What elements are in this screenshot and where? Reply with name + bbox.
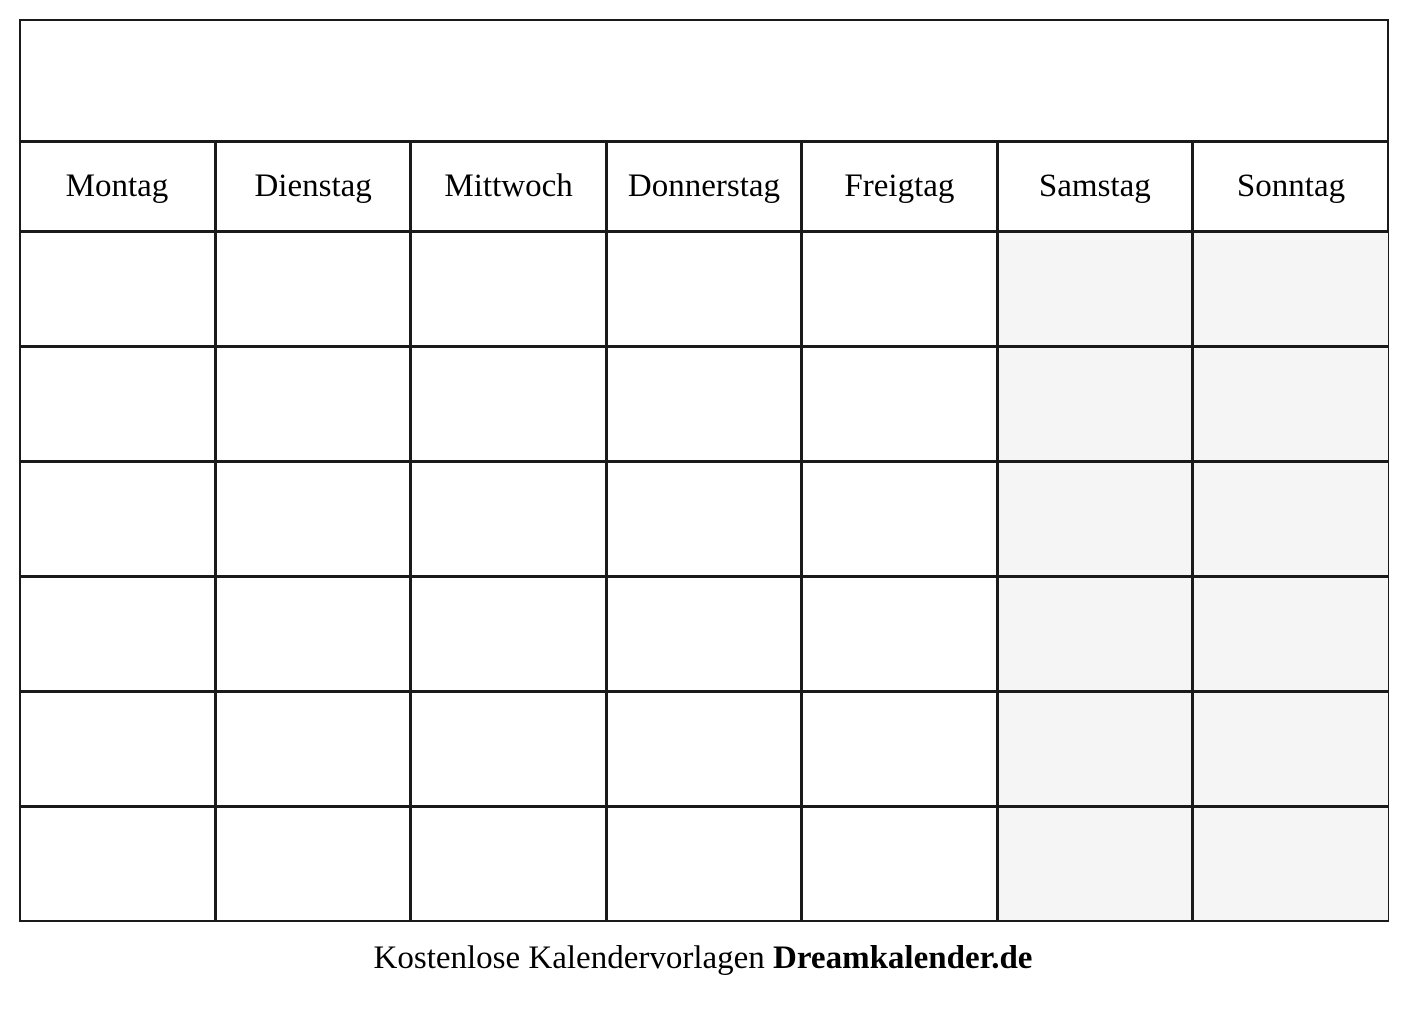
weekend-day-cell[interactable] [1193, 232, 1388, 347]
day-cell[interactable] [802, 347, 997, 462]
weekday-header-tuesday: Dienstag [215, 143, 410, 232]
week-row [20, 577, 1388, 692]
day-cell[interactable] [606, 232, 801, 347]
day-cell[interactable] [215, 232, 410, 347]
day-cell[interactable] [20, 692, 215, 807]
day-cell[interactable] [606, 462, 801, 577]
weekend-day-cell[interactable] [997, 462, 1192, 577]
weekend-day-cell[interactable] [997, 807, 1192, 921]
week-row [20, 692, 1388, 807]
day-cell[interactable] [20, 462, 215, 577]
week-row [20, 807, 1388, 921]
weekday-header-monday: Montag [20, 143, 215, 232]
weekend-day-cell[interactable] [997, 232, 1192, 347]
weekend-day-cell[interactable] [1193, 347, 1388, 462]
weekend-day-cell[interactable] [1193, 462, 1388, 577]
weekend-day-cell[interactable] [997, 692, 1192, 807]
weekend-day-cell[interactable] [997, 347, 1192, 462]
day-cell[interactable] [802, 807, 997, 921]
day-cell[interactable] [411, 232, 606, 347]
day-cell[interactable] [215, 462, 410, 577]
weekend-day-cell[interactable] [1193, 807, 1388, 921]
weekday-header-sunday: Sonntag [1193, 143, 1388, 232]
day-cell[interactable] [20, 577, 215, 692]
footer-brand-link[interactable]: Dreamkalender.de [773, 940, 1033, 976]
weekend-day-cell[interactable] [1193, 577, 1388, 692]
week-row [20, 347, 1388, 462]
weekday-header-wednesday: Mittwoch [411, 143, 606, 232]
footer-credit [0, 936, 1406, 980]
calendar-grid [20, 143, 1388, 920]
day-cell[interactable] [802, 692, 997, 807]
week-row [20, 462, 1388, 577]
day-cell[interactable] [20, 807, 215, 921]
weekday-header-thursday: Donnerstag [606, 143, 801, 232]
day-cell[interactable] [20, 232, 215, 347]
day-cell[interactable] [802, 232, 997, 347]
day-cell[interactable] [215, 692, 410, 807]
day-cell[interactable] [802, 462, 997, 577]
day-cell[interactable] [215, 577, 410, 692]
day-cell[interactable] [215, 807, 410, 921]
day-cell[interactable] [411, 462, 606, 577]
day-cell[interactable] [606, 692, 801, 807]
day-cell[interactable] [411, 692, 606, 807]
weekday-header-saturday: Samstag [997, 143, 1192, 232]
day-cell[interactable] [606, 347, 801, 462]
calendar-sheet [19, 19, 1389, 922]
weekend-day-cell[interactable] [997, 577, 1192, 692]
day-cell[interactable] [411, 347, 606, 462]
day-cell[interactable] [802, 577, 997, 692]
weekend-day-cell[interactable] [1193, 692, 1388, 807]
day-cell[interactable] [411, 807, 606, 921]
weekday-header-friday: Freigtag [802, 143, 997, 232]
weekday-header-row [20, 143, 1388, 232]
calendar-title-area [21, 21, 1387, 143]
day-cell[interactable] [215, 347, 410, 462]
day-cell[interactable] [20, 347, 215, 462]
week-row [20, 232, 1388, 347]
day-cell[interactable] [606, 577, 801, 692]
day-cell[interactable] [411, 577, 606, 692]
footer-text: Kostenlose Kalendervorlagen [373, 940, 765, 976]
day-cell[interactable] [606, 807, 801, 921]
